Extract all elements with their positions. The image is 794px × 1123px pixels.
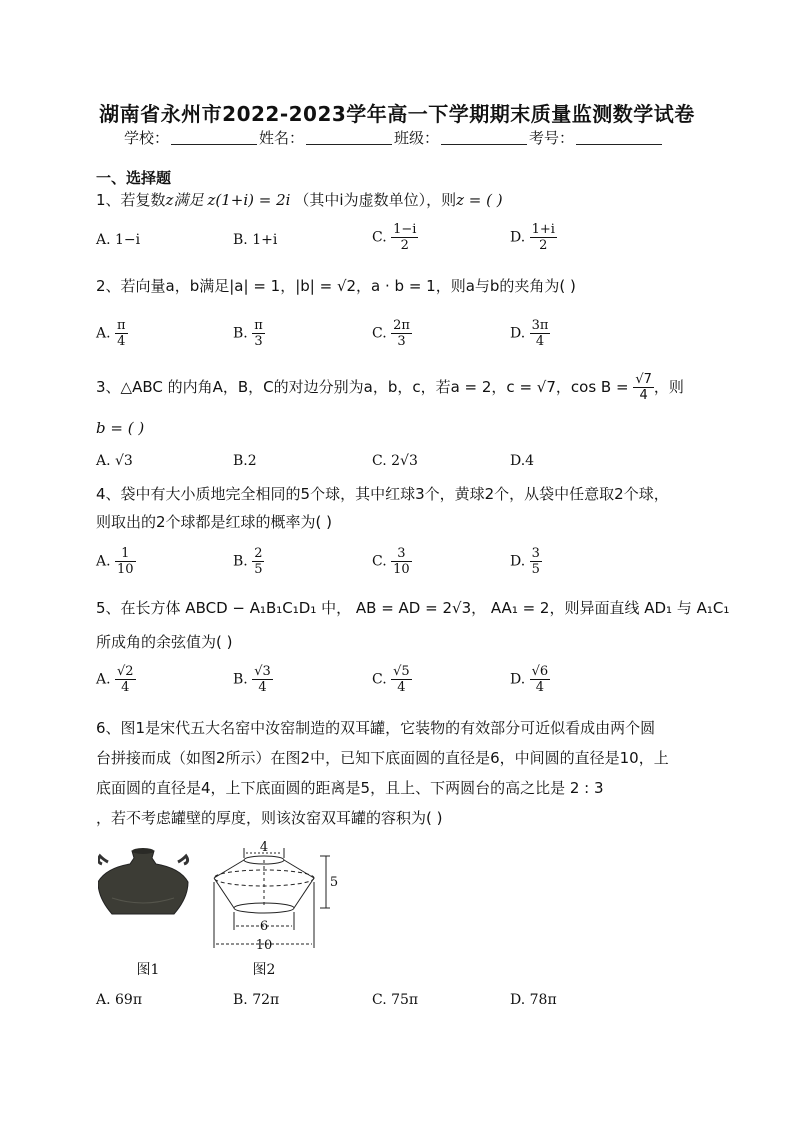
q1-text-b: z满足 [165, 191, 204, 209]
q4-option-b[interactable] [233, 546, 264, 577]
q2-option-d[interactable] [510, 318, 550, 349]
q4-b-den: 5 [254, 562, 263, 577]
q3-option-c[interactable]: C. 2√3 [372, 453, 418, 469]
q5-option-d[interactable] [510, 664, 550, 695]
q1-d-fraction [530, 222, 557, 253]
q4-a-num: 1 [115, 546, 136, 562]
question-6-line-4: ，若不考虑罐壁的厚度，则该汝窑双耳罐的容积为( ) [96, 809, 443, 827]
q2-d-label: D. [510, 325, 526, 342]
q5-c-num: √5 [393, 664, 410, 679]
q5-b-num: √3 [254, 664, 271, 679]
q2-c-label: C. [372, 325, 387, 342]
question-5-line-1: 5、在长方体 ABCD − A₁B₁C₁D₁ 中， AB = AD = 2√3， AA₁ = 2，则异面直线 AD₁ 与 A₁C₁ [96, 599, 730, 617]
question-3 [96, 372, 706, 403]
q2-d-num: 3π [531, 318, 549, 333]
q2-option-b[interactable] [233, 318, 265, 349]
question-6-line-2: 台拼接而成（如图2所示）在图2中，已知下底面圆的直径是6，中间圆的直径是10，上 [96, 749, 669, 767]
q5-c-fraction [391, 664, 412, 695]
fig1-caption: 图1 [136, 962, 160, 978]
q2-a-fraction [115, 318, 128, 349]
q3-option-d[interactable]: D.4 [510, 453, 535, 469]
q4-b-fraction [252, 546, 264, 577]
class-blank[interactable] [441, 130, 527, 145]
q4-a-label: A. [96, 553, 111, 570]
q4-b-num: 2 [254, 546, 263, 561]
q6-option-a[interactable]: A. 69π [96, 992, 143, 1008]
q2-option-a[interactable] [96, 318, 128, 349]
q1-d-label: D. [510, 229, 526, 246]
q1-c-label: C. [372, 229, 387, 246]
school-label: 学校： [124, 129, 170, 147]
q3-option-b[interactable]: B.2 [233, 453, 257, 469]
q5-d-fraction [530, 664, 551, 695]
class-label: 班级： [394, 129, 440, 147]
q5-c-den: 4 [397, 680, 406, 695]
q1-c-num: 1−i [393, 222, 417, 237]
q6-option-c[interactable]: C. 75π [372, 992, 419, 1008]
frustum-diagram [214, 848, 330, 948]
q4-c-label: C. [372, 553, 387, 570]
q4-b-label: B. [233, 553, 248, 570]
q4-a-fraction [115, 546, 136, 577]
dim-top-label: 4 [259, 840, 269, 855]
q2-b-den: 3 [254, 334, 263, 349]
name-blank[interactable] [306, 130, 392, 145]
q4-d-den: 5 [531, 562, 540, 577]
q1-d-num: 1+i [531, 222, 555, 237]
name-label: 姓名： [259, 129, 305, 147]
q5-d-label: D. [510, 671, 526, 688]
q4-option-a[interactable] [96, 546, 136, 577]
q3-text-b: ，则 [653, 378, 684, 396]
q3-frac-den: 4 [639, 388, 648, 403]
q5-option-b[interactable] [233, 664, 273, 695]
q3-option-a[interactable]: A. √3 [96, 453, 133, 469]
q5-c-label: C. [372, 671, 387, 688]
q5-b-label: B. [233, 671, 248, 688]
q2-d-den: 4 [535, 334, 545, 349]
q5-d-num: √6 [531, 664, 549, 679]
q6-option-d[interactable]: D. 78π [510, 992, 557, 1008]
question-4-line-2: 则取出的2个球都是红球的概率为( ) [96, 513, 333, 531]
q1-option-a[interactable]: A. 1−i [96, 232, 141, 248]
q2-b-num: π [254, 318, 263, 333]
q4-option-d[interactable] [510, 546, 542, 577]
q5-d-den: 4 [535, 680, 545, 695]
dim-bottom-label: 6 [259, 919, 269, 934]
q4-d-num: 3 [531, 546, 540, 561]
q4-c-den: 10 [393, 562, 410, 577]
q2-c-fraction [391, 318, 412, 349]
q2-a-num: π [117, 318, 126, 333]
fig2-caption: 图2 [252, 962, 276, 978]
q5-a-fraction [115, 664, 136, 695]
question-6-line-1: 6、图1是宋代五大名窑中汝窑制造的双耳罐，它装物的有效部分可近似看成由两个圆 [96, 719, 656, 737]
question-4-line-1: 4、袋中有大小质地完全相同的5个球，其中红球3个，黄球2个，从袋中任意取2个球， [96, 485, 669, 503]
school-blank[interactable] [171, 130, 257, 145]
q4-c-num: 3 [391, 546, 412, 562]
student-info-line [124, 127, 664, 148]
q4-option-c[interactable] [372, 546, 412, 577]
question-5-line-2: 所成角的余弦值为( ) [96, 633, 233, 651]
vase-figure [98, 848, 188, 914]
q2-a-label: A. [96, 325, 111, 342]
q5-option-c[interactable] [372, 664, 412, 695]
q2-c-num: 2π [393, 318, 410, 333]
q4-a-den: 10 [117, 562, 134, 577]
number-blank[interactable] [576, 130, 662, 145]
q2-c-den: 3 [397, 334, 406, 349]
figures-svg [98, 838, 338, 983]
q2-b-label: B. [233, 325, 248, 342]
figures-block [98, 838, 338, 983]
q1-d-den: 2 [539, 238, 548, 253]
q5-a-den: 4 [121, 680, 130, 695]
q2-option-c[interactable] [372, 318, 412, 349]
q1-c-den: 2 [400, 238, 409, 253]
q6-option-b[interactable]: B. 72π [233, 992, 280, 1008]
q1-text-a: 1、若复数 [96, 191, 166, 209]
question-1 [96, 190, 706, 210]
page-title: 湖南省永州市2022-2023学年高一下学期期末质量监测数学试卷 [99, 102, 695, 126]
q1-text-c: （其中i为虚数单位），则 [294, 191, 457, 209]
q3-fraction [633, 372, 654, 403]
q5-option-a[interactable] [96, 664, 136, 695]
number-label: 考号： [529, 129, 575, 147]
q3-text-a: 3、△ABC 的内角A，B，C的对边分别为a，b，c，若a = 2，c = √7，cos B = [96, 378, 629, 396]
dim-height-label: 5 [329, 875, 338, 890]
q1-option-d[interactable] [510, 222, 557, 253]
q4-c-fraction [391, 546, 412, 577]
q5-b-fraction [252, 664, 273, 695]
q1-option-b[interactable]: B. 1+i [233, 232, 278, 248]
q3-line-2: b = ( ) [96, 419, 145, 437]
q1-option-c[interactable] [372, 222, 418, 253]
question-2: 2、若向量a，b满足|a| = 1，|b| = √2，a · b = 1，则a与b的夹角为( ) [96, 277, 576, 295]
question-6-line-3: 底面圆的直径是4，上下底面圆的距离是5，且上、下两圆台的高之比是 2 : 3 [96, 779, 604, 797]
q4-d-label: D. [510, 553, 526, 570]
q2-a-den: 4 [117, 334, 126, 349]
q5-a-num: √2 [117, 664, 134, 679]
q4-d-fraction [530, 546, 542, 577]
q2-b-fraction [252, 318, 265, 349]
q2-d-fraction [530, 318, 551, 349]
q1-c-fraction [391, 222, 418, 253]
section-heading: 一、选择题 [96, 169, 172, 187]
q3-frac-num: √7 [635, 372, 652, 387]
q1-expr: z(1+i) = 2i [207, 191, 291, 209]
q5-b-den: 4 [258, 680, 267, 695]
dim-middle-label: 10 [255, 938, 273, 953]
q5-a-label: A. [96, 671, 111, 688]
q1-text-d: z = ( ) [456, 191, 503, 209]
